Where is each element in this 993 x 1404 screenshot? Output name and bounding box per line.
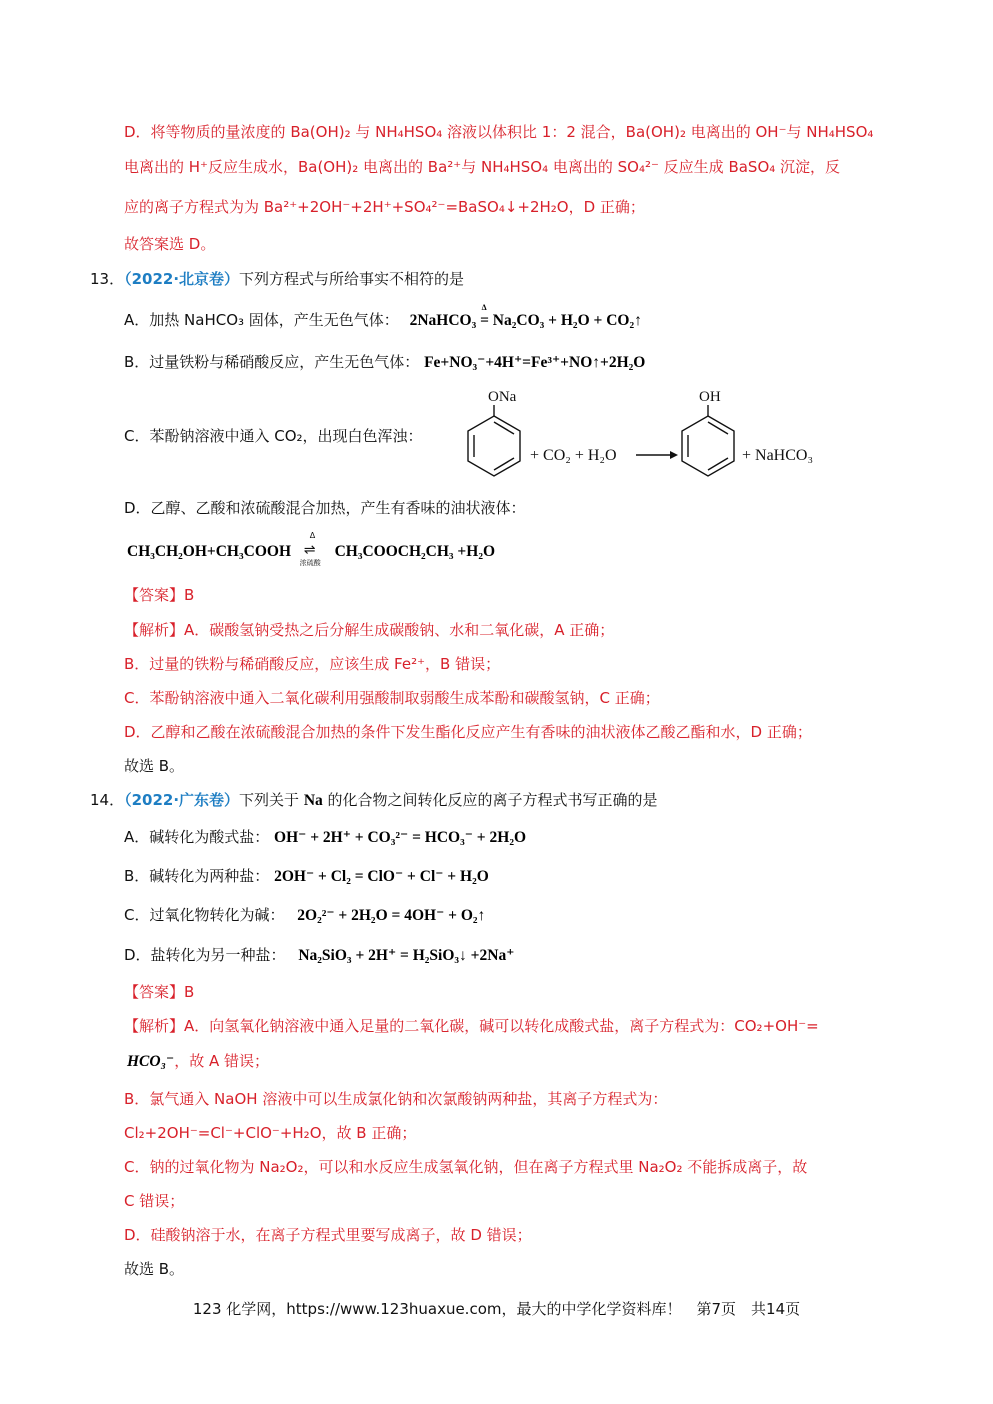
phenol-structure xyxy=(682,405,734,476)
q14-c-text: C．过氧化物转化为碱： xyxy=(124,906,285,924)
q14-stem-post: 的化合物之间转化反应的离子方程式书写正确的是 xyxy=(322,791,658,809)
q14-analysis-a: 【解析】A．向氢氧化钠溶液中通入足量的二氧化碳，碱可以转化成酸式盐，离子方程式为：CO₂+OH⁻= xyxy=(124,1017,819,1035)
q13-d-right: CH₃COOCH₂CH₃ +H₂O xyxy=(334,543,496,560)
q13-c-products: + NaHCO₃ xyxy=(742,447,814,464)
q13-b-text: B．过量铁粉与稀硝酸反应，产生无色气体： xyxy=(124,353,420,371)
analysis-tag: 【解析】 xyxy=(124,621,185,639)
q14-d-text: D．盐转化为另一种盐： xyxy=(124,946,286,964)
q14-option-b xyxy=(124,866,489,887)
q13-option-a xyxy=(124,303,642,331)
q14-option-c xyxy=(124,905,485,926)
q13-analysis-d: D．乙醇和乙酸在浓硫酸混合加热的条件下发生酯化反应产生有香味的油状液体乙酸乙酯和水，D 正确； xyxy=(124,723,812,741)
q14-a-text: A．碱转化为酸式盐： xyxy=(124,828,270,846)
q14-d-equation: Na₂SiO₃ + 2H⁺ = H₂SiO₃↓ +2Na⁺ xyxy=(298,947,515,964)
q13-option-d-text: D．乙醇、乙酸和浓硫酸混合加热，产生有香味的油状液体： xyxy=(124,499,526,517)
q13-analysis-c: C．苯酚钠溶液中通入二氧化碳利用强酸制取弱酸生成苯酚和碳酸氢钠，C 正确； xyxy=(124,689,660,707)
reaction-arrow xyxy=(636,451,678,459)
q13-b-equation: Fe+NO₃⁻+4H⁺=Fe³⁺+NO↑+2H₂O xyxy=(424,354,646,371)
q14-conclusion: 故选 B。 xyxy=(124,1260,185,1278)
q13-c-reactants: + CO₂ + H₂O xyxy=(530,447,617,464)
q14-a-equation: OH⁻ + 2H⁺ + CO₃²⁻ = HCO₃⁻ + 2H₂O xyxy=(274,829,527,846)
q14-option-d xyxy=(124,945,514,966)
q13-d-catalyst: 浓硫酸 xyxy=(299,559,321,567)
q13-number: 13． xyxy=(90,270,125,288)
q13-option-c-text: C．苯酚钠溶液中通入 CO₂，出现白色浑浊： xyxy=(124,427,423,445)
q12-d-conclusion: 故答案选 D。 xyxy=(124,235,216,253)
q13-d-equation xyxy=(127,531,496,567)
q12-d-line-1: D．将等物质的量浓度的 Ba(OH)₂ 与 NH₄HSO₄ 溶液以体积比 1：2 混合，Ba(OH)₂ 电离出的 OH⁻与 NH₄HSO₄ xyxy=(124,123,874,141)
q14-analysis-c-cont: C 错误； xyxy=(124,1192,185,1210)
q13-option-b xyxy=(124,352,645,373)
q13-stem: 下列方程式与所给事实不相符的是 xyxy=(239,270,465,288)
q13-conclusion: 故选 B。 xyxy=(124,757,185,775)
q13-a-heat-sign: Δ xyxy=(481,303,487,312)
q14-answer xyxy=(124,982,194,1002)
q14-analysis-a-cont: HCO₃⁻，故 A 错误； xyxy=(127,1052,269,1070)
page-footer: 123 化学网，https://www.123huaxue.com，最大的中学化学资料库！ 第7页 共14页 xyxy=(192,1300,801,1318)
analysis-tag: 【解析】 xyxy=(124,1017,185,1035)
q13-a-equation: Δ 2NaHCO₃ = Na₂CO₃ + H₂O + CO₂↑ xyxy=(409,303,642,329)
q14-analysis-b: B．氯气通入 NaOH 溶液中可以生成氯化钠和次氯酸钠两种盐，其离子方程式为： xyxy=(124,1090,668,1108)
q14-stem-pre: 下列关于 xyxy=(239,791,304,809)
q14-analysis-d: D．硅酸钠溶于水，在离子方程式里要写成离子，故 D 错误； xyxy=(124,1226,532,1244)
q14-b-equation: 2OH⁻ + Cl₂ = ClO⁻ + Cl⁻ + H₂O xyxy=(274,868,489,885)
q12-d-line-3: 应的离子方程式为为 Ba²⁺+2OH⁻+2H⁺+SO₄²⁻=BaSO₄↓+2H₂O，D 正确； xyxy=(124,198,645,216)
q14-b-text: B．碱转化为两种盐： xyxy=(124,867,270,885)
q13-header xyxy=(90,269,464,289)
q13-source: （2022·北京卷） xyxy=(124,270,240,288)
q13-analysis-b: B．过量的铁粉与稀硝酸反应，应该生成 Fe²⁺，B 错误； xyxy=(124,655,501,673)
onа-label: ONa xyxy=(488,389,517,405)
q13-a-text: A．加热 NaHCO₃ 固体，产生无色气体： xyxy=(124,311,399,329)
q13-analysis-a: 【解析】A．碳酸氢钠受热之后分解生成碳酸钠、水和二氧化碳，A 正确； xyxy=(124,621,615,639)
equilibrium-box-icon: ⇌ xyxy=(303,542,316,558)
q13-d-heat-sign: Δ xyxy=(309,531,316,540)
q14-c-equation: 2O₂²⁻ + 2H₂O = 4OH⁻ + O₂↑ xyxy=(297,907,486,924)
q13-d-condition xyxy=(296,531,330,567)
q14-header xyxy=(90,790,658,811)
q13-c-reaction-diagram xyxy=(466,385,836,485)
q14-stem-na: Na xyxy=(303,792,323,809)
q14-number: 14． xyxy=(90,791,125,809)
q14-source: （2022·广东卷） xyxy=(124,791,240,809)
answer-tag: 【答案】 xyxy=(124,586,185,604)
q14-analysis-c: C．钠的过氧化物为 Na₂O₂，可以和水反应生成氢氧化钠，但在离子方程式里 Na₂O₂ 不能拆成离子，故 xyxy=(124,1158,808,1176)
oh-label: OH xyxy=(699,389,721,405)
q12-d-line-2: 电离出的 H⁺反应生成水，Ba(OH)₂ 电离出的 Ba²⁺与 NH₄HSO₄ 电离出的 SO₄²⁻ 反应生成 BaSO₄ 沉淀，反 xyxy=(124,158,841,176)
answer-tag: 【答案】 xyxy=(124,983,185,1001)
q13-answer-value: B xyxy=(184,586,195,604)
q13-answer xyxy=(124,585,194,605)
sodium-phenoxide-structure xyxy=(468,405,520,476)
q14-analysis-b-eq: Cl₂+2OH⁻=Cl⁻+ClO⁻+H₂O，故 B 正确； xyxy=(124,1124,417,1142)
hco3-formula: HCO₃⁻ xyxy=(127,1053,175,1070)
q13-d-left: CH₃CH₂OH+CH₃COOH xyxy=(127,543,291,560)
q14-option-a xyxy=(124,827,526,848)
q14-answer-value: B xyxy=(184,983,195,1001)
